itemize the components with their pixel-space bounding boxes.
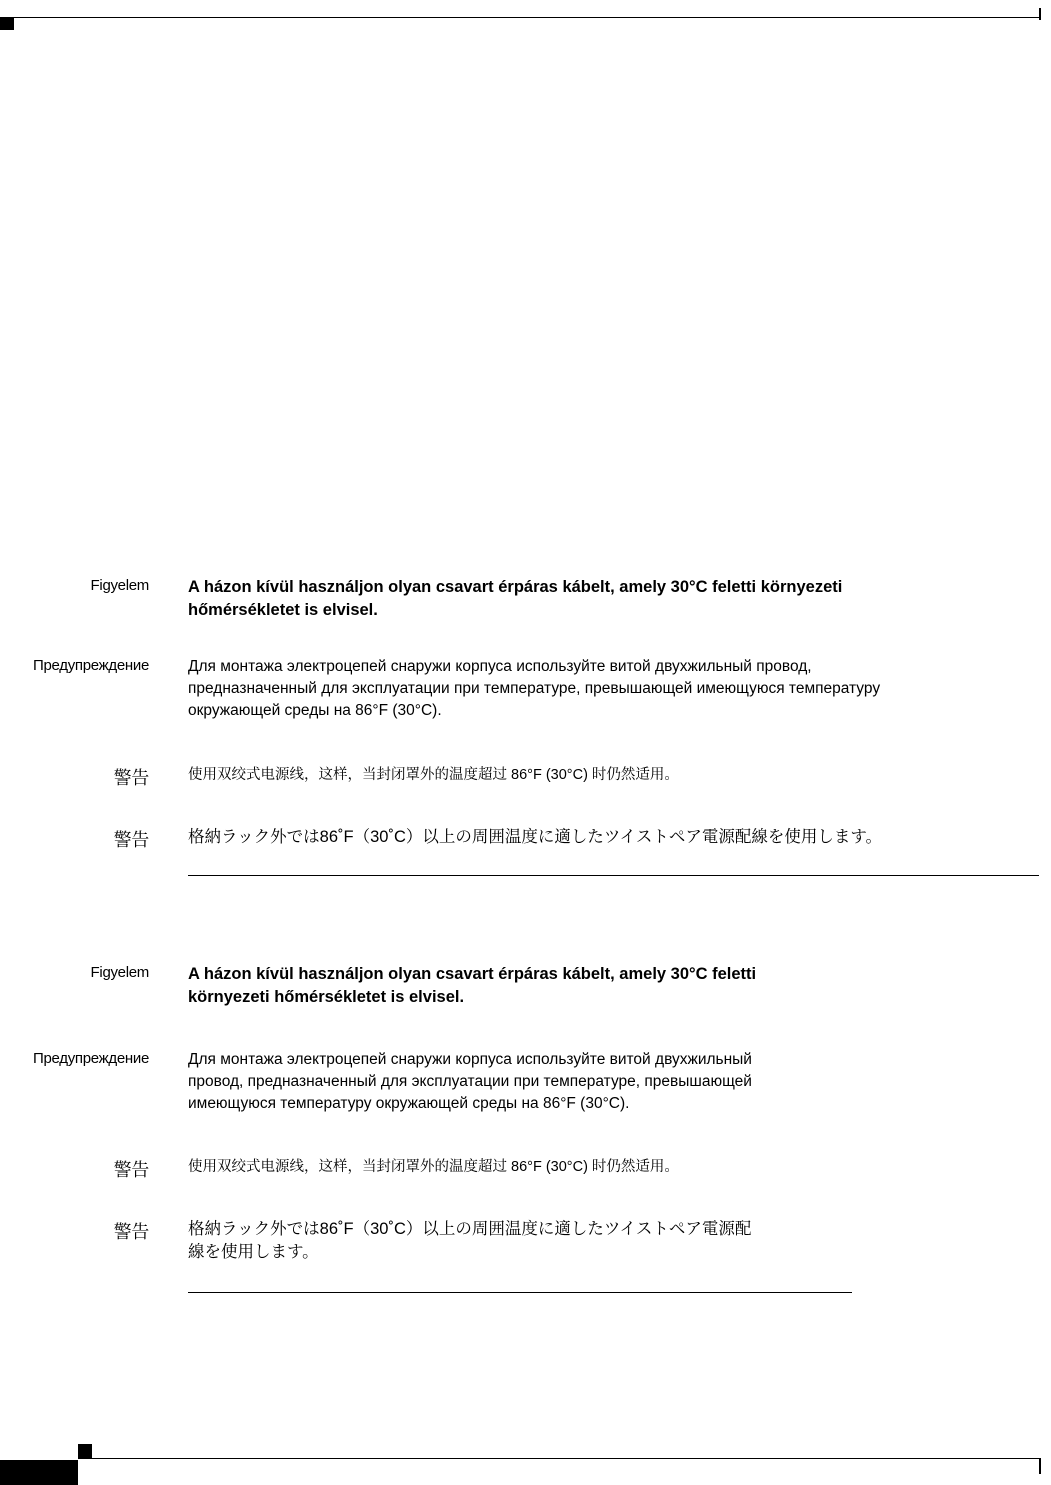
warning-label-ru: Предупреждение [33,657,149,674]
warning-text-zh: 使用双绞式电源线，这样，当封闭罩外的温度超过 86°F (30°C) 时仍然适用。 [188,1159,679,1175]
warning-text-hu: A házon kívül használjon olyan csavart érpáras kábelt, amely 30°C feletti környezeti hőmérsékletet is elvisel. [188,578,843,619]
warning-text-hu: A házon kívül használjon olyan csavart érpáras kábelt, amely 30°C feletti környezeti hőmérsékletet is elvisel. [188,965,757,1006]
footer-square-mark [78,1444,92,1458]
warning-label-zh: 警告 [113,768,149,788]
footer-tick [1039,1458,1041,1474]
section-divider-1 [188,875,1039,876]
warning-label-ja: 警告 [113,830,149,850]
section-divider-2 [188,1292,852,1293]
header-rule [0,17,1040,18]
footer-rule [78,1458,1040,1459]
warning-label-ru: Предупреждение [33,1050,149,1067]
header-corner-mark [0,18,14,30]
warning-label-ja: 警告 [113,1222,149,1242]
warning-label-hu: Figyelem [90,964,149,981]
warning-text-zh: 使用双绞式电源线，这样，当封闭罩外的温度超过 86°F (30°C) 时仍然适用。 [188,767,679,783]
warning-label-zh: 警告 [113,1160,149,1180]
warning-text-ru: Для монтажа электроцепей снаружи корпуса используйте витой двухжильный провод, предназначенный для эксплуатации при температуре, превышающей имеющуюся температуру окружающей среды на 86°F (30°C). [188,1051,752,1112]
warning-text-ru: Для монтажа электроцепей снаружи корпуса используйте витой двухжильный провод, предназначенный для эксплуатации при температуре, превышающей имеющуюся температуру окружающей среды на 86°F (30°C). [188,658,881,719]
warning-label-hu: Figyelem [90,577,149,594]
warning-text-ja: 格納ラック外では86˚F（30˚C）以上の周囲温度に適したツイストペア電源配線を使用します。 [188,828,883,846]
warning-text-ja: 格納ラック外では86˚F（30˚C）以上の周囲温度に適したツイストペア電源配 線を使用します。 [188,1220,752,1261]
header-tick [1039,8,1041,20]
footer-page-tab [0,1460,78,1485]
